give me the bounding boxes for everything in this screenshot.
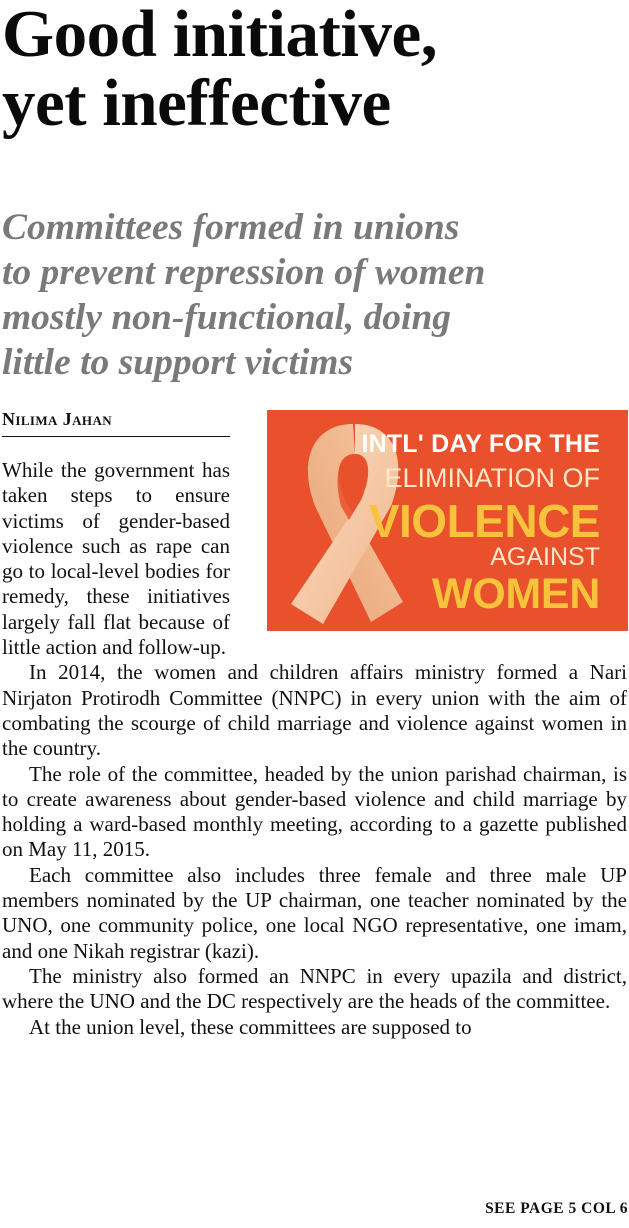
promo-line-intl-day: INTL' DAY FOR THE: [361, 430, 600, 458]
paragraph-1: While the government has taken steps to ensure victims of gender-based violence such as rape can go to local-level bodies for remedy, these initiatives largely fall flat because of little action and follow-up.: [2, 458, 230, 660]
promo-line-violence: VIOLENCE: [368, 495, 600, 547]
article-body: [2, 458, 627, 1040]
subheadline-line-2: to prevent repression of women: [2, 252, 486, 293]
paragraph-6: At the union level, these committees are supposed to: [29, 1014, 472, 1039]
promo-line-women: WOMEN: [431, 570, 600, 618]
subheadline-line-4: little to support victims: [2, 342, 354, 383]
promo-line-against: AGAINST: [490, 543, 600, 571]
headline-line-1: Good initiative,: [2, 0, 437, 71]
headline-line-2: yet ineffective: [2, 66, 391, 140]
subheadline: [2, 205, 627, 385]
subheadline-line-3: mostly non-functional, doing: [2, 297, 452, 338]
paragraph-2: In 2014, the women and children affairs ministry formed a Nari Nirjaton Protirodh Committee (NNPC) in every union with the aim of combating the scourge of child marriage and violence against women in the country.: [2, 660, 627, 761]
headline: [2, 0, 627, 138]
byline: Nilima Jahan: [2, 409, 230, 437]
graphic-spacer: [230, 458, 627, 634]
promo-line-elimination: ELIMINATION OF: [384, 463, 600, 493]
subheadline-line-1: Committees formed in unions: [2, 207, 460, 248]
paragraph-5: The ministry also formed an NNPC in every upazila and district, where the UNO and the DC respectively are the heads of the committee.: [2, 963, 627, 1014]
continued-on-page-label: SEE PAGE 5 COL 6: [485, 1200, 628, 1217]
paragraph-3: The role of the committee, headed by the union parishad chairman, is to create awareness about gender-based violence and child marriage by holding a ward-based monthly meeting, according to a gazette published on May 11, 2015.: [2, 761, 627, 862]
paragraph-4: Each committee also includes three female and three male UP members nominated by the UP chairman, one teacher nominated by the UNO, one community police, one local NGO representative, one imam, and one Nikah registrar (kazi).: [2, 862, 627, 963]
